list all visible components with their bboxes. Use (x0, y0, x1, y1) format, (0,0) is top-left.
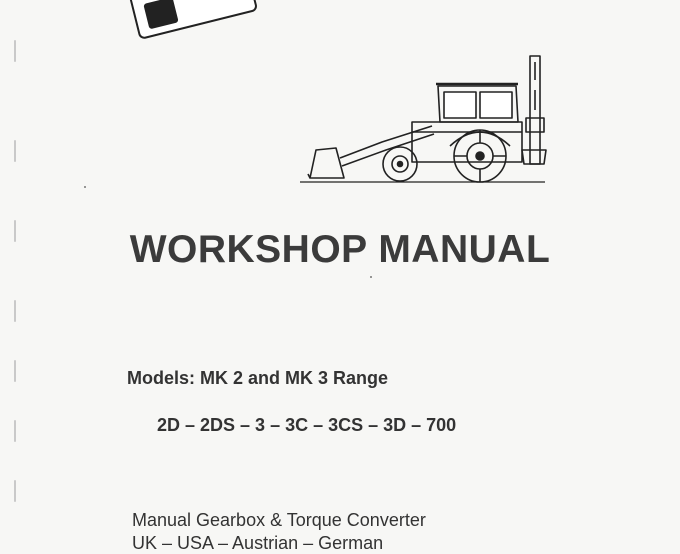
binding-hole (14, 360, 16, 382)
paper-speck (370, 276, 372, 278)
gearbox-line: Manual Gearbox & Torque Converter (132, 510, 426, 530)
binding-hole (14, 300, 16, 322)
backhoe-loader-icon (300, 50, 550, 190)
document-title: WORKSHOP MANUAL (129, 228, 551, 271)
binding-hole (14, 140, 16, 162)
binding-hole (14, 40, 16, 62)
binding-hole (14, 480, 16, 502)
brand-logo-icon (128, 0, 258, 40)
regions-line: UK – USA – Austrian – German (132, 533, 384, 553)
paper-speck (84, 186, 86, 188)
model-range-line: 2D – 2DS – 3 – 3C – 3CS – 3D – 700 (157, 415, 457, 435)
binding-hole (14, 420, 16, 442)
models-line: Models: MK 2 and MK 3 Range (127, 368, 389, 388)
logo-mark (143, 0, 178, 29)
